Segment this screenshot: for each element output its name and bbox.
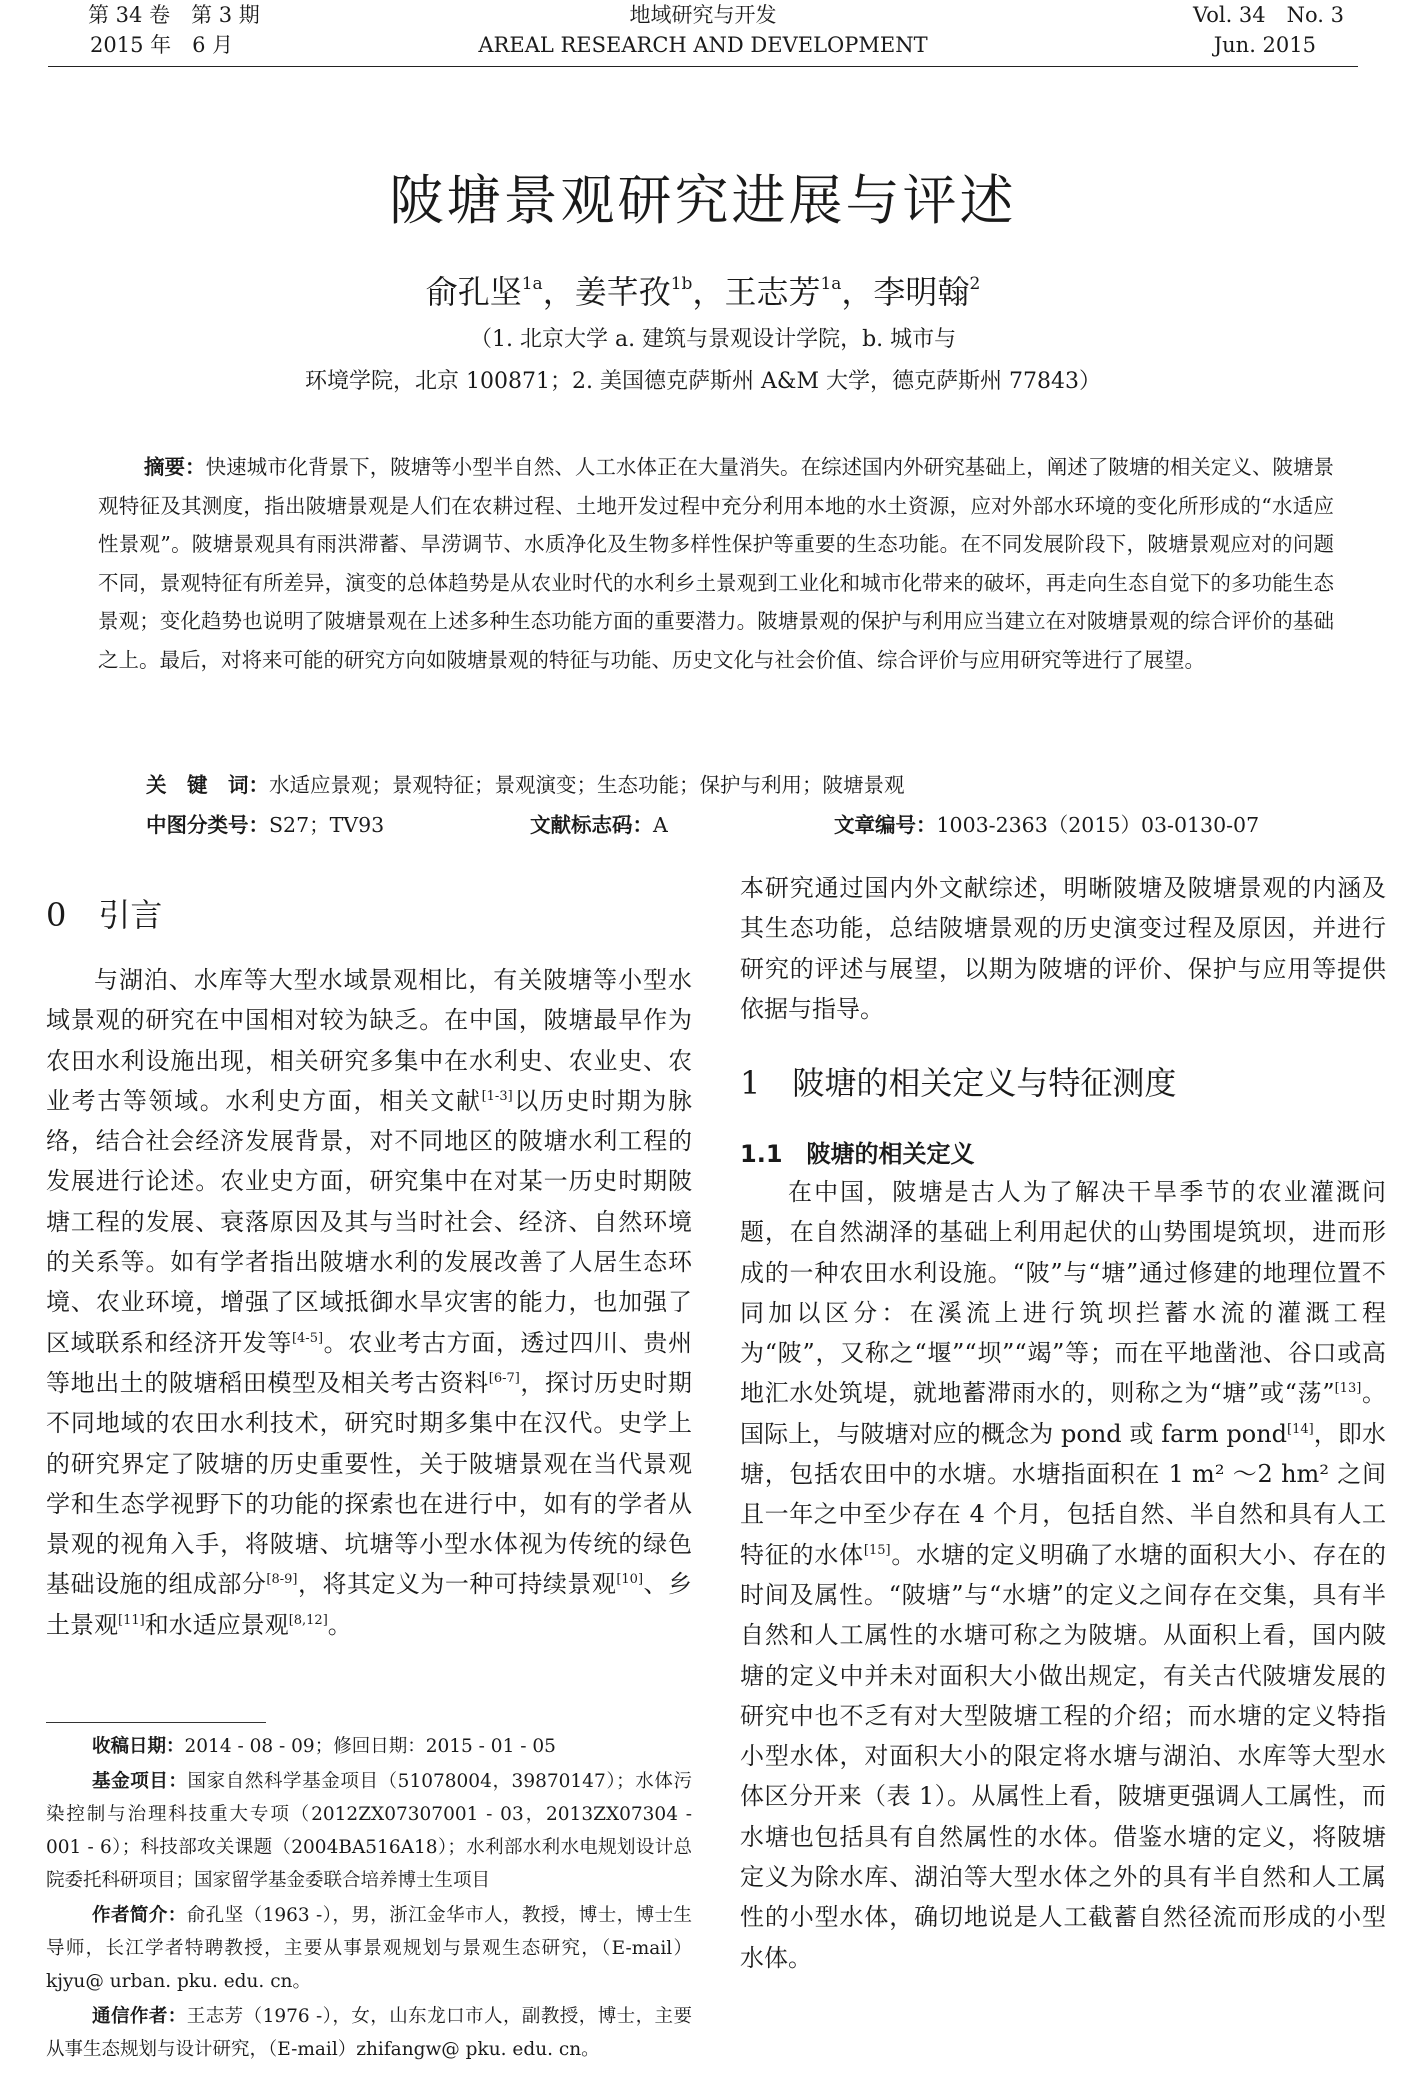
citation-mark: [15] [863, 1542, 891, 1558]
section-1-heading: 1 陂塘的相关定义与特征测度 [740, 1064, 1177, 1102]
author-name: 姜芊孜 [574, 273, 671, 311]
author-affiliation-mark: 1b [670, 274, 693, 294]
paper-title: 陂塘景观研究进展与评述 [389, 169, 1017, 232]
paragraph-text: 在中国，陂塘是古人为了解决干旱季节的农业灌溉问题，在自然湖泽的基础上利用起伏的山势围堤筑坝，进而形成的一种农田水利设施。“陂”与“塘”通过修建的地理位置不同加以区分：在溪流上进行筑坝拦蓄水流的灌溉工程为“陂”，又称之“堰”“坝”“竭”等；而在平地凿池、谷口或高地汇水处筑堤，就地蓄滞雨水的，则称之为“塘”或“荡” [740, 1178, 1386, 1408]
section-0-paragraph-2: 本研究通过国内外文献综述，明晰陂塘及陂塘景观的内涵及其生态功能，总结陂塘景观的历史演变过程及原因，并进行研究的评述与展望，以期为陂塘的评价、保护与应用等提供依据与指导。 [740, 874, 1386, 1023]
footnote-item [46, 1730, 692, 1763]
author-affiliation-mark: 2 [969, 274, 981, 294]
paragraph-text: 。水塘的定义明确了水塘的面积大小、存在的时间及属性。“陂塘”与“水塘”的定义之间存在交集，具有半自然和人工属性的水塘可称之为陂塘。从面积上看，国内陂塘的定义中并未对面积大小做出规定，有关古代陂塘发展的研究中也不乏有对大型陂塘工程的介绍；而水塘的定义特指小型水体，对面积大小的限定将水塘与湖泊、水库等大型水体区分开来（表 1）。从属性上看，陂塘更强调人工属性，而水塘也包括具有自然属性的水体。借鉴水塘的定义，将陂塘定义为除水库、湖泊等大型水体之外的具有半自然和人工属性的小型水体，确切地说是人工截蓄自然径流而形成的小型水体。 [740, 1540, 1387, 1972]
footnote-item [46, 2000, 692, 2066]
citation-mark: [13] [1334, 1381, 1362, 1397]
paragraph-text: ，探讨历史时期不同地域的农田水利技术，研究时期多集中在汉代。史学上的研究界定了陂塘的历史重要性，关于陂塘景观在当代景观学和生态学视野下的功能的探索也在进行中，如有的学者从景观的视角入手，将陂塘、坑塘等小型水体视为传统的绿色基础设施的组成部分 [46, 1368, 693, 1599]
doc-code-label: 文献标志码： [530, 813, 653, 837]
paragraph-text: ，将其定义为一种可持续景观 [297, 1570, 617, 1599]
right-column [740, 868, 1386, 1029]
footnote-label: 收稿日期： [92, 1736, 185, 1757]
clc-value: S27；TV93 [269, 813, 385, 837]
classification-line [146, 808, 1346, 842]
citation-mark: [14] [1287, 1421, 1314, 1437]
footnote-item [46, 1765, 692, 1897]
date-line: 2015 年 6 月 [90, 33, 234, 57]
author-name: 王志芳 [724, 273, 821, 311]
author-separator: ， [841, 273, 874, 311]
author-affiliation-mark: 1a [521, 274, 543, 294]
author-name: 李明翰 [873, 273, 970, 311]
footnote-text: 2014 - 08 - 09；修回日期：2015 - 01 - 05 [184, 1736, 556, 1757]
paragraph-text: 以历史时期为脉络，结合社会经济发展背景，对不同地区的陂塘水利工程的发展进行论述。农业史方面，研究集中在对某一历史时期陂塘工程的发展、衰落原因及其与当时社会、经济、自然环境的关系等。如有学者指出陂塘水利的发展改善了人居生态环境、农业环境，增强了区域抵御水旱灾害的能力，也加强了区域联系和经济开发等 [46, 1086, 693, 1357]
affiliation-line-1: （1. 北京大学 a. 建筑与景观设计学院，b. 城市与 [470, 327, 957, 352]
footnote-label: 作者简介： [92, 1905, 187, 1926]
keywords [146, 768, 905, 802]
footnotes [46, 1730, 692, 2068]
keywords-text: 水适应景观；景观特征；景观演变；生态功能；保护与利用；陂塘景观 [269, 773, 905, 797]
paragraph-text: 与湖泊、水库等大型水域景观相比，有关陂塘等小型水域景观的研究在中国相对较为缺乏。在中国，陂塘最早作为农田水利设施出现，相关研究多集中在水利史、农业史、农业考古等领域。水利史方面，相关文献 [46, 966, 692, 1115]
citation-mark: [11] [118, 1612, 145, 1628]
citation-mark: [8-9] [266, 1572, 298, 1588]
abstract-text: 快速城市化背景下，陂塘等小型半自然、人工水体正在大量消失。在综述国内外研究基础上，阐述了陂塘的相关定义、陂塘景观特征及其测度，指出陂塘景观是人们在农耕过程、土地开发过程中充分利用本地的水土资源，应对外部水环境的变化所形成的“水适应性景观”。陂塘景观具有雨洪滞蓄、旱涝调节、水质净化及生物多样性保护等重要的生态功能。在不同发展阶段下，陂塘景观应对的问题不同，景观特征有所差异，演变的总体趋势是从农业时代的水利乡土景观到工业化和城市化带来的破坏，再走向生态自觉下的多功能生态景观；变化趋势也说明了陂塘景观在上述多种生态功能方面的重要潜力。陂塘景观的保护与利用应当建立在对陂塘景观的综合评价的基础之上。最后，对将来可能的研究方向如陂塘景观的特征与功能、历史文化与社会价值、综合评价与应用研究等进行了展望。 [98, 455, 1335, 672]
footnote-label: 基金项目： [92, 1771, 188, 1792]
paragraph-text: 、乡土景观 [46, 1570, 693, 1639]
volume-issue-en-line: Vol. 34 No. 3 [1192, 3, 1344, 27]
affiliation-line-2: 环境学院，北京 100871；2. 美国德克萨斯州 A&M 大学，德克萨斯州 77843） [305, 369, 1101, 394]
citation-mark: [8,12] [288, 1612, 328, 1628]
journal-name-cn: 地域研究与开发 [629, 3, 777, 27]
paragraph-text: 。农业考古方面，透过四川、贵州等地出土的陂塘稻田模型及相关考古资料 [46, 1328, 692, 1397]
article-number-value: 1003-2363（2015）03-0130-07 [936, 813, 1260, 837]
paragraph-text: ，即水塘，包括农田中的水塘。水塘指面积在 1 m² ～2 hm² 之间且一年之中至少存在 4 个月，包括自然、半自然和具有人工特征的水体 [740, 1419, 1387, 1569]
section-0-heading: 0 引言 [46, 896, 163, 934]
section-1-1-paragraph-1 [740, 1172, 1386, 1978]
author-separator: ， [542, 273, 575, 311]
citation-mark: [1-3] [481, 1088, 513, 1104]
author-name: 俞孔坚 [425, 273, 522, 311]
article-number-label: 文章编号： [834, 813, 937, 837]
journal-volume-issue-en [1100, 0, 1344, 60]
date-en-line: Jun. 2015 [1213, 33, 1316, 57]
footnote-text: 王志芳（1976 -），女，山东龙口市人，副教授，博士，主要从事生态规划与设计研究，（E-mail）zhifangw@ pku. edu. cn。 [46, 2006, 692, 2060]
author-affiliation-mark: 1a [820, 274, 842, 294]
author-list [0, 270, 1406, 314]
doc-code-value: A [653, 813, 668, 837]
footnote-text: 国家自然科学基金项目（51078004，39870147）；水体污染控制与治理科技重大专项（2012ZX07307001 - 03，2013ZX07304 - 001 - 6）；科技部攻关课题（2004BA516A18）；水利部水利水电规划设计总院委托科研项目；国家留学基金委联合培养博士生项目 [46, 1771, 692, 1891]
volume-issue-line: 第 34 卷 第 3 期 [88, 3, 260, 27]
footnote-item [46, 1899, 692, 1998]
abstract-label: 摘要： [144, 455, 206, 479]
journal-name-en: AREAL RESEARCH AND DEVELOPMENT [478, 33, 928, 57]
paragraph-text: 。国际上，与陂塘对应的概念为 pond 或 farm pond [740, 1379, 1386, 1448]
left-column [46, 960, 692, 1645]
author-separator: ， [692, 273, 725, 311]
right-column-continued [740, 1172, 1386, 1978]
footnote-text: 俞孔坚（1963 -），男，浙江金华市人，教授，博士，博士生导师，长江学者特聘教授，主要从事景观规划与景观生态研究，（E-mail）kjyu@ urban. pku. edu. cn。 [46, 1905, 692, 1992]
footnote-label: 通信作者： [92, 2006, 187, 2027]
paragraph-text: 。 [327, 1610, 352, 1639]
citation-mark: [10] [616, 1572, 644, 1588]
header-rule [48, 66, 1358, 67]
clc-label: 中图分类号： [146, 813, 269, 837]
keywords-label: 关 键 词： [146, 773, 269, 797]
abstract [98, 448, 1334, 679]
paragraph-text: 和水适应景观 [144, 1610, 289, 1639]
citation-mark: [4-5] [291, 1330, 324, 1346]
section-0-paragraph-1 [46, 960, 692, 1645]
footnote-rule [46, 1722, 266, 1723]
subsection-1-1-heading: 1.1 陂塘的相关定义 [740, 1140, 975, 1168]
journal-name [450, 0, 956, 60]
journal-volume-issue [88, 0, 260, 60]
citation-mark: [6-7] [488, 1370, 520, 1386]
